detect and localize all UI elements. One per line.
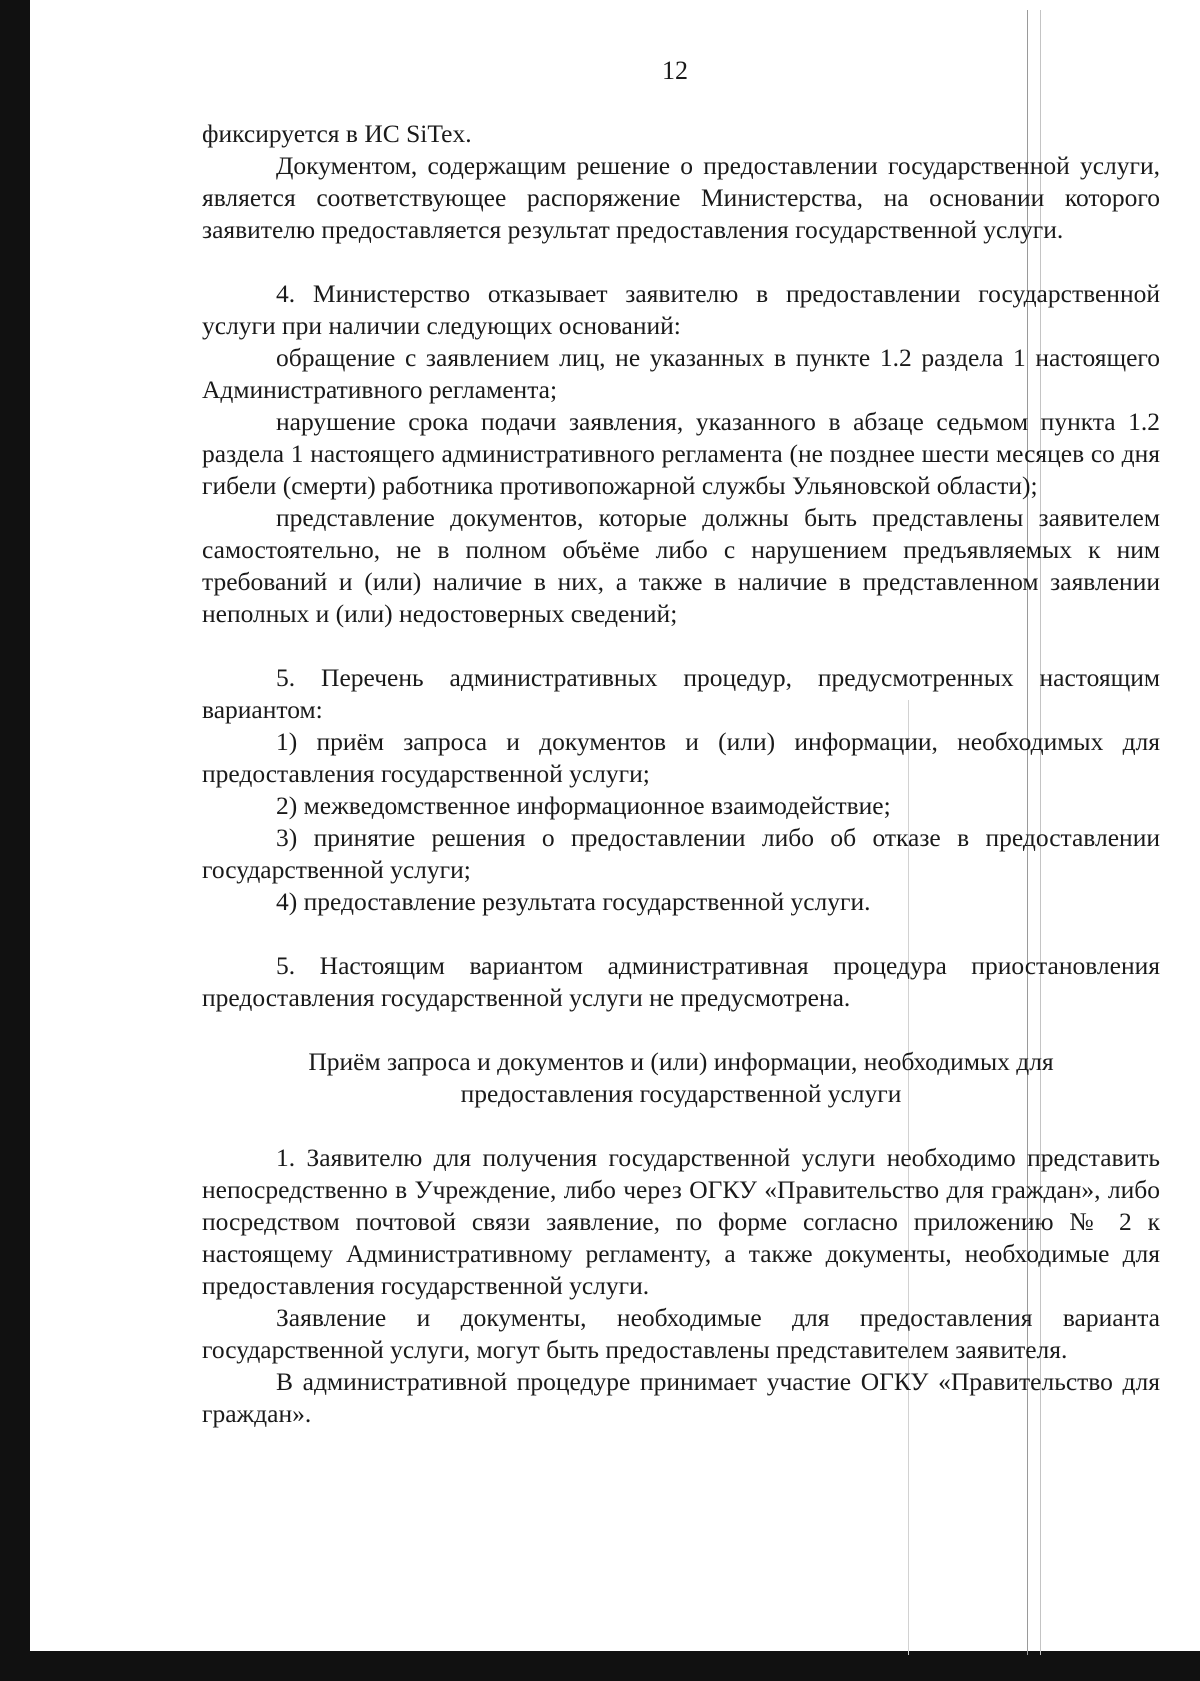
section-heading-line: Приём запроса и документов и (или) информации, необходимых для — [308, 1047, 1054, 1076]
paragraph: 1. Заявителю для получения государственной услуги необходимо представить непосредственно в Учреждение, либо через ОГКУ «Правительство для граждан», либо посредством почтовой связи заявление, по форме согласно приложению № 2 к настоящему Административному регламенту, а также документы, необходимые для предоставления государственной услуги. — [202, 1143, 1160, 1300]
list-item: 3) принятие решения о предоставлении либо об отказе в предоставлении государственной услуги; — [202, 823, 1160, 884]
list-item: 1) приём запроса и документов и (или) информации, необходимых для предоставления государственной услуги; — [202, 727, 1160, 788]
paragraph: фиксируется в ИС SiTex. — [202, 119, 472, 148]
paragraph: Заявление и документы, необходимые для предоставления варианта государственной услуги, могут быть предоставлены представителем заявителя. — [202, 1303, 1160, 1364]
list-item: 4) предоставление результата государственной услуги. — [276, 887, 871, 916]
page-number: 12 — [662, 56, 688, 85]
scan-bottom-edge — [0, 1651, 1200, 1681]
paragraph: 5. Настоящим вариантом административная процедура приостановления предоставления государственной услуги не предусмотрена. — [202, 951, 1160, 1012]
list-item: нарушение срока подачи заявления, указанного в абзаце седьмом пункта 1.2 раздела 1 настоящего административного регламента (не позднее шести месяцев со дня гибели (смерти) работника противопожарной службы Ульяновской области); — [202, 407, 1160, 500]
paragraph: В административной процедуре принимает участие ОГКУ «Правительство для граждан». — [202, 1367, 1160, 1428]
scan-left-edge — [0, 0, 30, 1681]
paragraph: Документом, содержащим решение о предоставлении государственной услуги, является соответствующее распоряжение Министерства, на основании которого заявителю предоставляется результат предоставления государственной услуги. — [202, 151, 1160, 244]
section-heading-line: предоставления государственной услуги — [460, 1079, 902, 1108]
document-body — [202, 118, 1160, 1430]
list-item: обращение с заявлением лиц, не указанных в пункте 1.2 раздела 1 настоящего Административного регламента; — [202, 343, 1160, 404]
section-heading — [202, 1046, 1160, 1110]
list-item: представление документов, которые должны быть представлены заявителем самостоятельно, не в полном объёме либо с нарушением предъявляемых к ним требований и (или) наличие в них, а также в наличие в представленном заявлении неполных и (или) недостоверных сведений; — [202, 503, 1160, 628]
paragraph: 4. Министерство отказывает заявителю в предоставлении государственной услуги при наличии следующих оснований: — [202, 279, 1160, 340]
paragraph: 5. Перечень административных процедур, предусмотренных настоящим вариантом: — [202, 663, 1160, 724]
list-item: 2) межведомственное информационное взаимодействие; — [276, 791, 891, 820]
